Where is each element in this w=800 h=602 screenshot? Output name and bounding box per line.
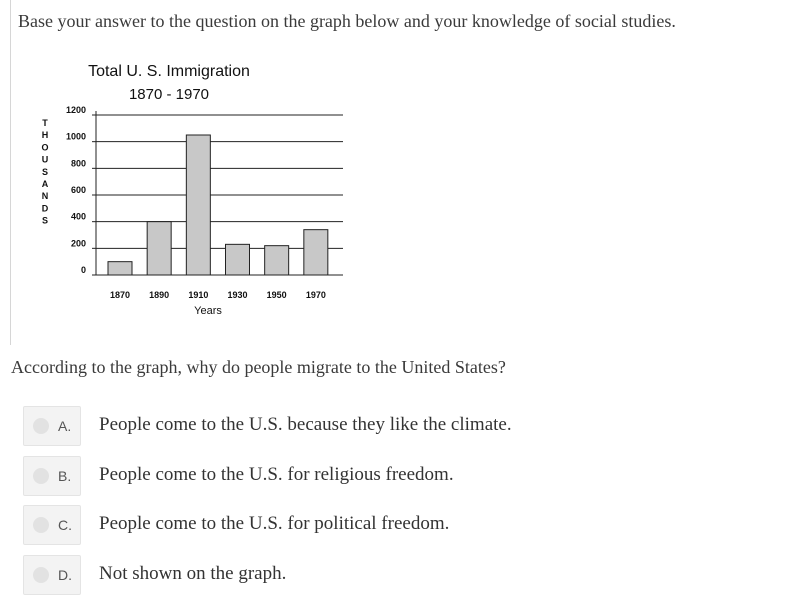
choice-b-letter: B. [58, 468, 72, 484]
chart-subtitle: 1870 - 1970 [128, 86, 210, 103]
y-label-letter: T [42, 118, 48, 128]
bar [226, 244, 250, 275]
y-tick-label: 0 [80, 265, 86, 275]
choice-b-text: People come to the U.S. for religious freedom. [99, 464, 454, 485]
choice-d-box[interactable] [23, 555, 81, 595]
choice-a-box[interactable] [23, 406, 81, 446]
choice-b-box[interactable] [23, 456, 81, 496]
choice-d[interactable] [18, 555, 578, 595]
radio-c[interactable] [33, 517, 49, 533]
choice-a-text: People come to the U.S. because they like the climate. [99, 414, 512, 435]
choice-a-letter: A. [58, 418, 72, 434]
radio-d[interactable] [33, 567, 49, 583]
y-label-letter: S [41, 166, 49, 177]
y-tick-label: 1000 [65, 131, 86, 142]
y-tick-label: 600 [70, 185, 86, 195]
left-border [10, 0, 11, 345]
y-label-letter: A [41, 179, 49, 189]
y-tick-label: 800 [70, 158, 86, 169]
x-tick-label: 1930 [227, 290, 248, 300]
x-tick-label: 1890 [149, 290, 170, 300]
y-label-letter: N [41, 191, 49, 202]
radio-b[interactable] [33, 468, 49, 484]
y-tick-label: 1200 [65, 105, 86, 115]
y-label-letter: D [41, 203, 49, 214]
bar [304, 230, 328, 275]
choice-a[interactable] [18, 406, 578, 446]
bar [108, 262, 132, 275]
choice-c-text: People come to the U.S. for political freedom. [99, 513, 450, 534]
bar [186, 135, 210, 275]
y-label-letter: O [41, 142, 49, 153]
intro-text: Base your answer to the question on the graph below and your knowledge of social studies. [18, 11, 676, 31]
y-label-letter: H [41, 130, 49, 141]
y-axis-label [41, 118, 48, 226]
choice-c[interactable] [18, 505, 578, 545]
immigration-bar-chart [30, 55, 360, 325]
choice-d-letter: D. [58, 567, 72, 583]
bar [147, 222, 171, 275]
y-label-letter: S [41, 215, 49, 226]
chart-title: Total U. S. Immigration [88, 63, 250, 80]
x-tick-label: 1910 [188, 290, 209, 300]
y-tick-label: 400 [70, 211, 86, 222]
x-tick-label: 1970 [305, 290, 326, 300]
choice-d-text: Not shown on the graph. [99, 563, 287, 584]
choice-b[interactable] [18, 456, 578, 496]
bar [265, 246, 289, 275]
y-label-letter: U [41, 154, 49, 165]
radio-a[interactable] [33, 418, 49, 434]
x-tick-label: 1950 [266, 290, 287, 300]
choice-c-letter: C. [58, 517, 72, 533]
choice-c-box[interactable] [23, 505, 81, 545]
y-tick-label: 200 [70, 238, 86, 249]
x-axis-label: Years [194, 305, 222, 317]
plot-area [66, 105, 343, 300]
question-text: According to the graph, why do people migrate to the United States? [11, 357, 506, 377]
x-tick-label: 1870 [109, 290, 131, 300]
